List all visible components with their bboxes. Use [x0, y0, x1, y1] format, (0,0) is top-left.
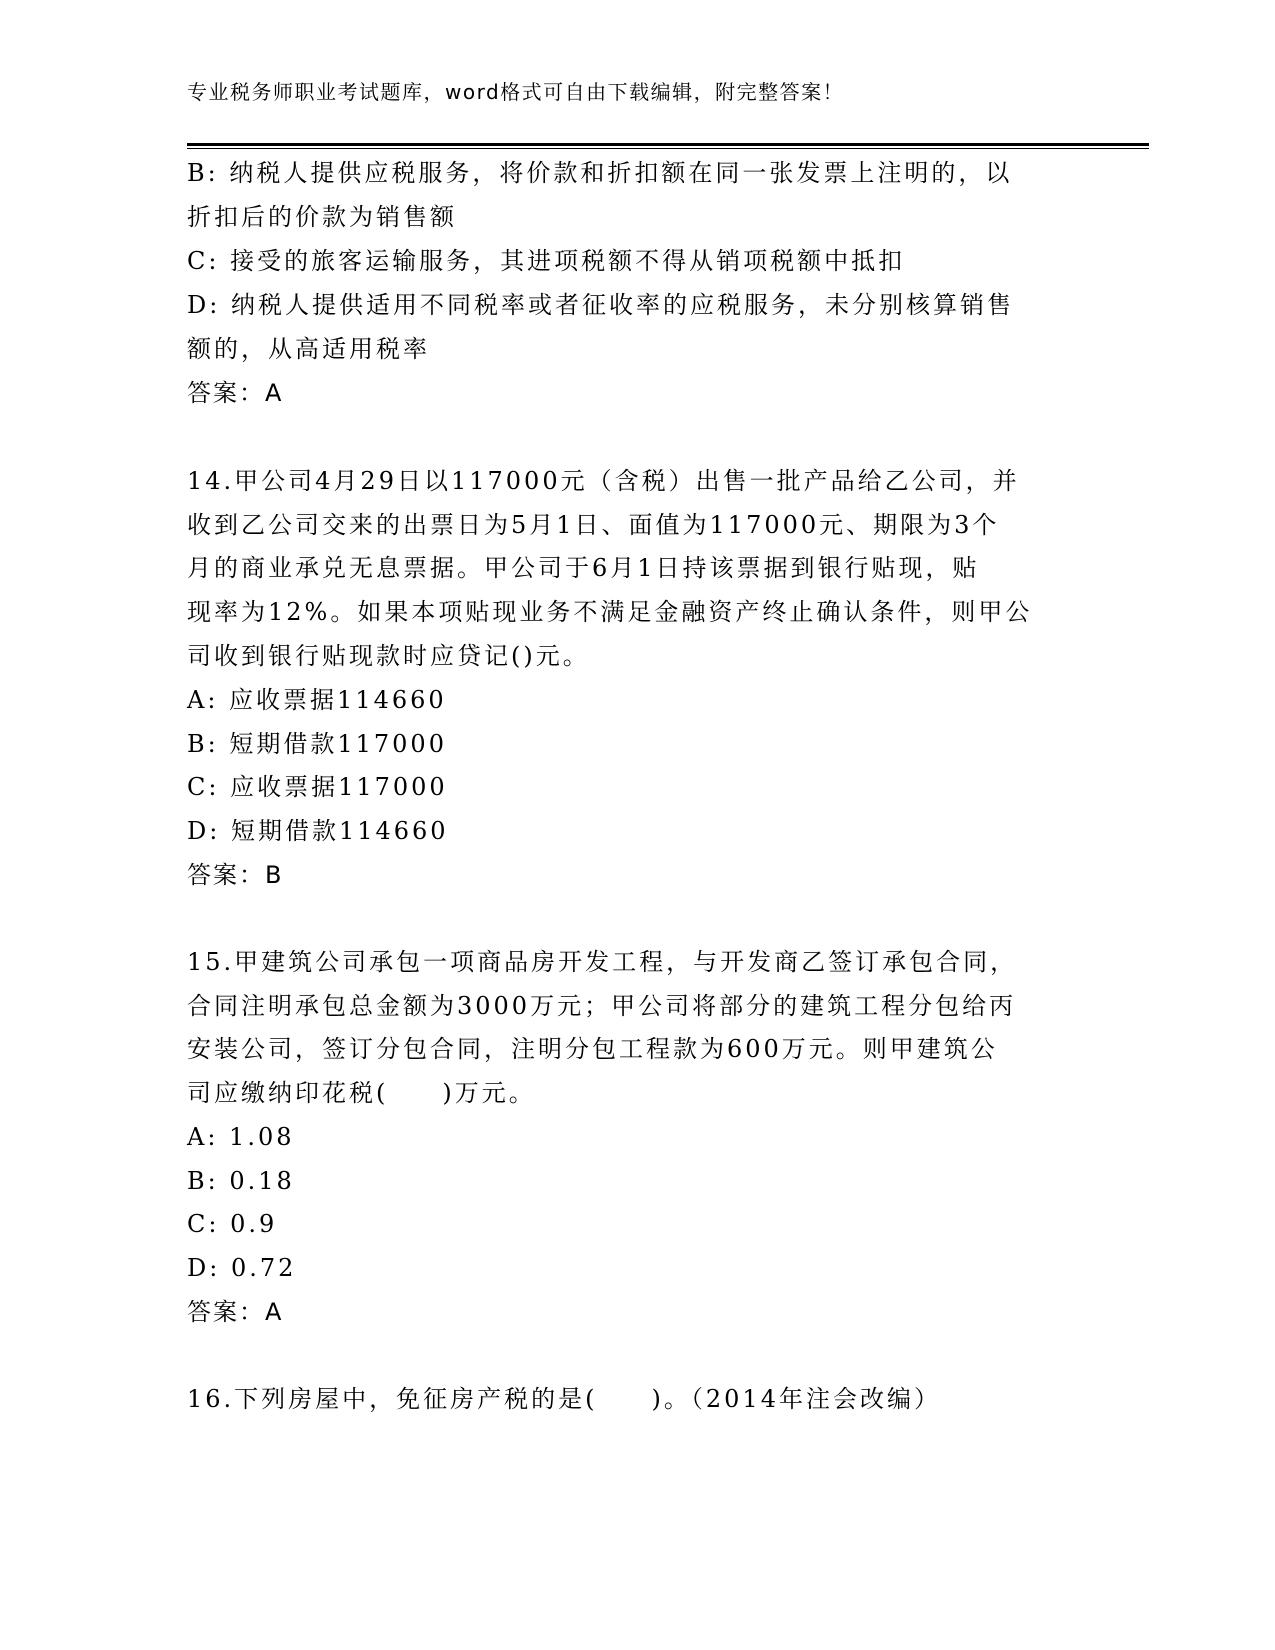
q15-stem-line1: 15.甲建筑公司承包一项商品房开发工程，与开发商乙签订承包合同，	[187, 948, 1018, 976]
q16-stem: 16.下列房屋中，免征房产税的是( )。（2014年注会改编）	[187, 1385, 941, 1413]
q15-stem-line2: 合同注明承包总金额为3000万元；甲公司将部分的建筑工程分包给丙	[187, 992, 1017, 1020]
q14-option-d: D: 短期借款114660	[187, 817, 449, 845]
q13-option-b-line1: B: 纳税人提供应税服务，将价款和折扣额在同一张发票上注明的，以	[187, 159, 1013, 187]
q14-stem-line5: 司收到银行贴现款时应贷记()元。	[187, 642, 590, 670]
q14-stem-line3: 月的商业承兑无息票据。甲公司于6月1日持该票据到银行贴现，贴	[187, 554, 980, 582]
q14-stem-line1: 14.甲公司4月29日以117000元（含税）出售一批产品给乙公司，并	[187, 467, 1020, 495]
q14-stem-line2: 收到乙公司交来的出票日为5月1日、面值为117000元、期限为3个	[187, 511, 1000, 539]
q14-option-b: B: 短期借款117000	[187, 730, 447, 758]
q14-answer: 答案：B	[187, 861, 284, 889]
q13-option-d-line2: 额的，从高适用税率	[187, 335, 430, 363]
q15-stem-line4: 司应缴纳印花税( )万元。	[187, 1079, 536, 1107]
q14-stem-line4: 现率为12%。如果本项贴现业务不满足金融资产终止确认条件，则甲公	[187, 598, 1033, 626]
q15-stem-line3: 安装公司，签订分包合同，注明分包工程款为600万元。则甲建筑公	[187, 1035, 998, 1063]
q13-answer: 答案：A	[187, 379, 284, 407]
q13-option-d-line1: D: 纳税人提供适用不同税率或者征收率的应税服务，未分别核算销售	[187, 291, 1014, 319]
q13-option-c: C: 接受的旅客运输服务，其进项税额不得从销项税额中抵扣	[187, 247, 906, 275]
q15-option-a: A: 1.08	[187, 1123, 295, 1151]
q15-option-b: B: 0.18	[187, 1167, 295, 1195]
q14-option-a: A: 应收票据114660	[187, 686, 447, 714]
q15-option-d: D: 0.72	[187, 1254, 297, 1282]
q13-option-b-line2: 折扣后的价款为销售额	[187, 203, 457, 231]
q15-answer: 答案：A	[187, 1298, 284, 1326]
q15-option-c: C: 0.9	[187, 1210, 278, 1238]
header-note: 专业税务师职业考试题库，word格式可自由下载编辑，附完整答案！	[187, 80, 845, 104]
q14-option-c: C: 应收票据117000	[187, 773, 448, 801]
header-rule-thick	[187, 143, 1149, 146]
header-rule-thin	[187, 148, 1149, 149]
